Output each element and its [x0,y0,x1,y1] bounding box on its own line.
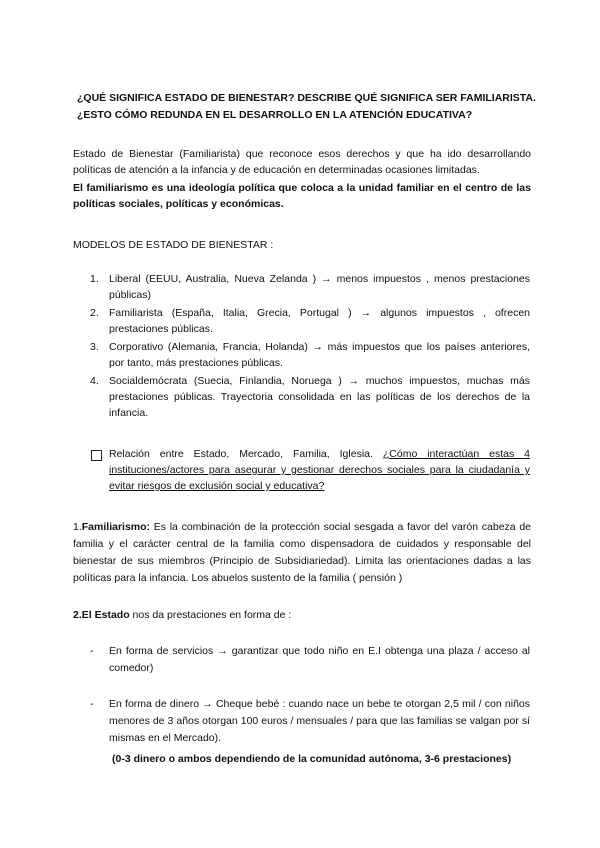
list-item-text: En forma de dinero → Cheque bebé : cuando nace un bebe te otorgan 2,5 mil / con niños menores de 3 años otorgan 100 euros / mensuales / para que las familias se valgan por sí mismas en el Mercado). [109,698,530,744]
list-item [90,305,530,337]
models-list [90,271,530,423]
list-item-text: Corporativo (Alemania, Francia, Holanda) → más impuestos que los países anteriores, por tanto, más prestaciones públicas. [109,341,530,369]
list-item [90,339,530,371]
familiarismo-text: Es la combinación de la protección social sesgada a favor del varón cabeza de familia y el carácter central de la familia como dispensadora de cuidados y responsable del bienestar de sus miembros (Principio de Subsidiariedad). Limita las orientaciones dadas a las políticas para la infancia. Los abuelos sustento de la familia ( pensión ) [73,521,531,584]
estado-note: (0-3 dinero o ambos dependiendo de la comunidad autónoma, 3-6 prestaciones) [112,753,512,765]
familiarismo-definition: El familiarismo es una ideología política que coloca a la unidad familiar en el centro de las políticas sociales, políticas y económicas. [73,182,531,210]
list-item-number: 1. [90,273,99,285]
list-item [90,373,530,421]
list-item-text: En forma de servicios → garantizar que todo niño en E.I obtenga una plaza / acceso al comedor) [109,645,530,674]
estado-number: 2. [73,609,82,621]
list-item [90,271,530,303]
list-item-number: 3. [90,341,99,353]
dash-bullet: - [90,645,94,657]
list-item [90,643,530,677]
estado-section [73,607,531,623]
models-heading: MODELOS DE ESTADO DE BIENESTAR : [73,239,274,251]
list-item-number: 4. [90,375,99,387]
relation-paragraph [109,446,530,494]
intro-paragraph: Estado de Bienestar (Familiarista) que reconoce esos derechos y que ha ido desarrollando políticas de atención a la infancia y de educación en determinadas ocasiones limitadas. [73,148,531,176]
familiarismo-number: 1. [73,521,82,533]
list-item-number: 2. [90,307,99,319]
list-item [90,696,530,747]
document-title [77,90,547,124]
estado-text: nos da prestaciones en forma de : [132,609,292,621]
dash-bullet: - [90,698,94,710]
list-item-text: Socialdemócrata (Suecia, Finlandia, Noruega ) → muchos impuestos, muchas más prestaciones públicas. Trayectoria consolidada en las políticas de los derechos de la infancia. [109,375,530,419]
relation-lead: Relación entre Estado, Mercado, Familia, Iglesia. [109,448,373,460]
relation-question: ¿Cómo interactúan estas 4 instituciones/actores para asegurar y gestionar derechos sociales para la ciudadanía y evitar riesgos de exclusión social y educativa? [109,448,530,492]
title-line-1: ¿QUÉ SIGNIFICA ESTADO DE BIENESTAR? DESCRIBE QUÉ SIGNIFICA SER FAMILIARISTA. [77,92,536,104]
list-item-text: Liberal (EEUU, Australia, Nueva Zelanda ) → menos impuestos , menos prestaciones públicas) [109,273,530,301]
relation-checkbox[interactable] [91,450,102,461]
familiarismo-term: Familiarismo: [81,521,151,533]
title-line-2: ¿ESTO CÓMO REDUNDA EN EL DESARROLLO EN LA ATENCIÓN EDUCATIVA? [77,109,473,121]
list-item-text: Familiarista (España, Italia, Grecia, Portugal ) → algunos impuestos , ofrecen prestaciones públicas. [109,307,530,335]
estado-term: El Estado [81,609,130,621]
familiarismo-section [73,519,531,587]
